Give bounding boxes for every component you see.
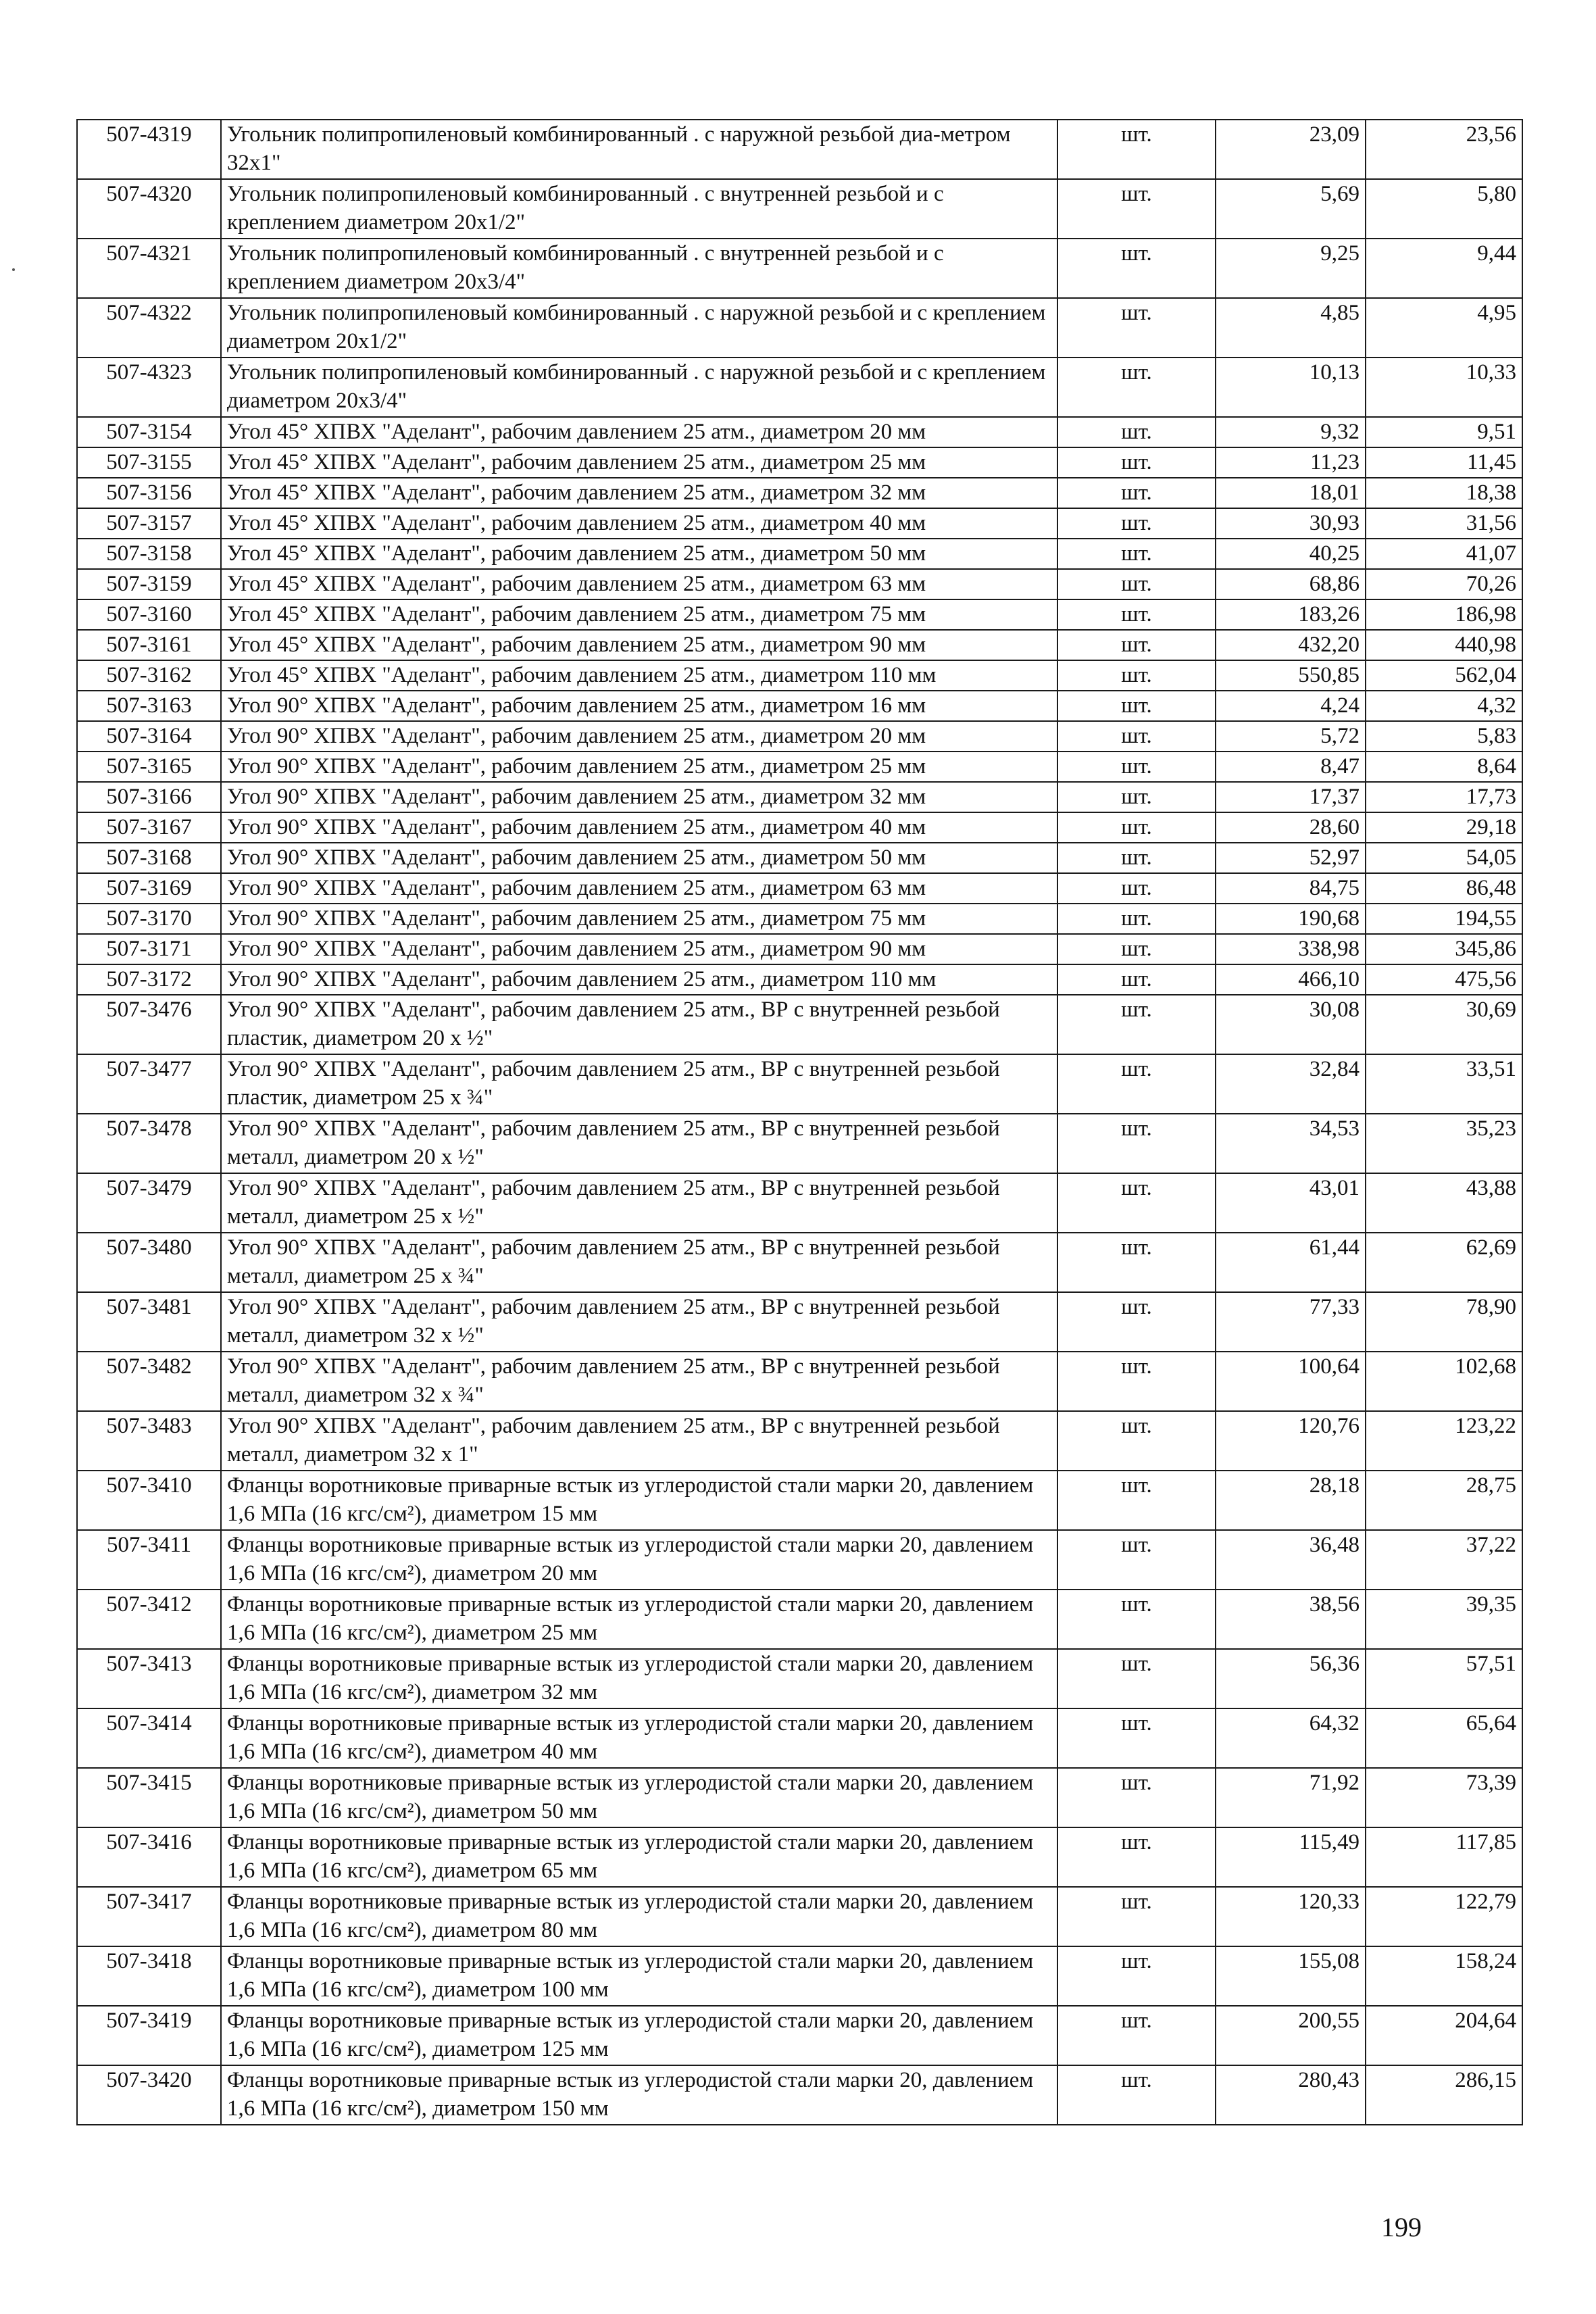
- table-row: [77, 1054, 1522, 1114]
- description-cell: Угол 45° ХПВХ "Аделант", рабочим давлением 25 атм., диаметром 90 мм: [221, 630, 1057, 660]
- table-row: [77, 1173, 1522, 1233]
- price-cell: 190,68: [1216, 904, 1366, 934]
- table-row: [77, 447, 1522, 478]
- unit-cell: шт.: [1057, 1530, 1216, 1590]
- price-with-vat-cell: 37,22: [1366, 1530, 1522, 1590]
- table-row: [77, 569, 1522, 599]
- table-row: [77, 904, 1522, 934]
- code-cell: 507-3479: [77, 1173, 221, 1233]
- description-cell: Угольник полипропиленовый комбинированный . с внутренней резьбой и с креплением диаметром 20x1/2": [221, 179, 1057, 239]
- code-cell: 507-3477: [77, 1054, 221, 1114]
- description-cell: Угол 45° ХПВХ "Аделант", рабочим давлением 25 атм., диаметром 32 мм: [221, 478, 1057, 508]
- price-cell: 64,32: [1216, 1708, 1366, 1768]
- unit-cell: шт.: [1057, 1827, 1216, 1887]
- unit-cell: шт.: [1057, 934, 1216, 964]
- unit-cell: шт.: [1057, 964, 1216, 995]
- price-cell: 280,43: [1216, 2065, 1366, 2125]
- description-cell: Фланцы воротниковые приварные встык из углеродистой стали марки 20, давлением 1,6 МПа (16 кгс/см²), диаметром 15 мм: [221, 1471, 1057, 1530]
- description-cell: Угол 90° ХПВХ "Аделант", рабочим давлением 25 атм., диаметром 110 мм: [221, 964, 1057, 995]
- table-row: [77, 1292, 1522, 1352]
- price-cell: 183,26: [1216, 599, 1366, 630]
- description-cell: Угол 45° ХПВХ "Аделант", рабочим давлением 25 атм., диаметром 40 мм: [221, 508, 1057, 539]
- unit-cell: шт.: [1057, 1471, 1216, 1530]
- unit-cell: шт.: [1057, 721, 1216, 752]
- table-row: [77, 2006, 1522, 2065]
- table-row: [77, 1887, 1522, 1946]
- unit-cell: шт.: [1057, 1887, 1216, 1946]
- unit-cell: шт.: [1057, 2006, 1216, 2065]
- code-cell: 507-3419: [77, 2006, 221, 2065]
- unit-cell: шт.: [1057, 508, 1216, 539]
- description-cell: Угольник полипропиленовый комбинированный . с наружной резьбой и с креплением диаметром 20x1/2": [221, 298, 1057, 358]
- price-with-vat-cell: 70,26: [1366, 569, 1522, 599]
- price-with-vat-cell: 4,95: [1366, 298, 1522, 358]
- price-cell: 9,32: [1216, 417, 1366, 447]
- code-cell: 507-3168: [77, 843, 221, 873]
- price-cell: 9,25: [1216, 239, 1366, 298]
- price-with-vat-cell: 73,39: [1366, 1768, 1522, 1827]
- unit-cell: шт.: [1057, 1352, 1216, 1411]
- code-cell: 507-3161: [77, 630, 221, 660]
- price-with-vat-cell: 65,64: [1366, 1708, 1522, 1768]
- price-with-vat-cell: 10,33: [1366, 358, 1522, 417]
- unit-cell: шт.: [1057, 1768, 1216, 1827]
- price-with-vat-cell: 41,07: [1366, 539, 1522, 569]
- price-cell: 8,47: [1216, 752, 1366, 782]
- price-with-vat-cell: 186,98: [1366, 599, 1522, 630]
- price-with-vat-cell: 5,80: [1366, 179, 1522, 239]
- code-cell: 507-3156: [77, 478, 221, 508]
- price-cell: 18,01: [1216, 478, 1366, 508]
- code-cell: 507-3411: [77, 1530, 221, 1590]
- price-with-vat-cell: 8,64: [1366, 752, 1522, 782]
- code-cell: 507-3480: [77, 1233, 221, 1292]
- table-row: [77, 691, 1522, 721]
- unit-cell: шт.: [1057, 660, 1216, 691]
- code-cell: 507-4321: [77, 239, 221, 298]
- price-cell: 38,56: [1216, 1590, 1366, 1649]
- code-cell: 507-3416: [77, 1827, 221, 1887]
- table-row: [77, 358, 1522, 417]
- unit-cell: шт.: [1057, 417, 1216, 447]
- unit-cell: шт.: [1057, 569, 1216, 599]
- unit-cell: шт.: [1057, 358, 1216, 417]
- description-cell: Угол 90° ХПВХ "Аделант", рабочим давлением 25 атм., ВР с внутренней резьбой металл, диаметром 32 x ¾": [221, 1352, 1057, 1411]
- price-with-vat-cell: 43,88: [1366, 1173, 1522, 1233]
- price-with-vat-cell: 54,05: [1366, 843, 1522, 873]
- description-cell: Угол 90° ХПВХ "Аделант", рабочим давлением 25 атм., ВР с внутренней резьбой металл, диаметром 20 x ½": [221, 1114, 1057, 1173]
- price-cell: 4,85: [1216, 298, 1366, 358]
- price-cell: 115,49: [1216, 1827, 1366, 1887]
- description-cell: Угол 90° ХПВХ "Аделант", рабочим давлением 25 атм., ВР с внутренней резьбой пластик, диаметром 20 x ½": [221, 995, 1057, 1054]
- description-cell: Угол 45° ХПВХ "Аделант", рабочим давлением 25 атм., диаметром 25 мм: [221, 447, 1057, 478]
- unit-cell: шт.: [1057, 179, 1216, 239]
- code-cell: 507-3476: [77, 995, 221, 1054]
- code-cell: 507-3417: [77, 1887, 221, 1946]
- code-cell: 507-3415: [77, 1768, 221, 1827]
- price-with-vat-cell: 57,51: [1366, 1649, 1522, 1708]
- code-cell: 507-3413: [77, 1649, 221, 1708]
- table-row: [77, 1530, 1522, 1590]
- code-cell: 507-3157: [77, 508, 221, 539]
- table-row: [77, 1114, 1522, 1173]
- price-cell: 40,25: [1216, 539, 1366, 569]
- unit-cell: шт.: [1057, 752, 1216, 782]
- description-cell: Фланцы воротниковые приварные встык из углеродистой стали марки 20, давлением 1,6 МПа (16 кгс/см²), диаметром 80 мм: [221, 1887, 1057, 1946]
- code-cell: 507-3483: [77, 1411, 221, 1471]
- unit-cell: шт.: [1057, 995, 1216, 1054]
- table-row: [77, 721, 1522, 752]
- price-table: [76, 119, 1523, 2125]
- price-with-vat-cell: 78,90: [1366, 1292, 1522, 1352]
- description-cell: Угольник полипропиленовый комбинированный . с наружной резьбой диа-метром 32x1": [221, 120, 1057, 179]
- scan-speck: [12, 268, 15, 271]
- description-cell: Угол 90° ХПВХ "Аделант", рабочим давлением 25 атм., ВР с внутренней резьбой металл, диаметром 32 x 1": [221, 1411, 1057, 1471]
- price-with-vat-cell: 102,68: [1366, 1352, 1522, 1411]
- code-cell: 507-3162: [77, 660, 221, 691]
- price-with-vat-cell: 29,18: [1366, 812, 1522, 843]
- price-cell: 11,23: [1216, 447, 1366, 478]
- description-cell: Фланцы воротниковые приварные встык из углеродистой стали марки 20, давлением 1,6 МПа (16 кгс/см²), диаметром 50 мм: [221, 1768, 1057, 1827]
- price-cell: 120,33: [1216, 1887, 1366, 1946]
- price-cell: 84,75: [1216, 873, 1366, 904]
- unit-cell: шт.: [1057, 539, 1216, 569]
- code-cell: 507-3410: [77, 1471, 221, 1530]
- price-with-vat-cell: 9,51: [1366, 417, 1522, 447]
- code-cell: 507-3412: [77, 1590, 221, 1649]
- unit-cell: шт.: [1057, 1649, 1216, 1708]
- price-with-vat-cell: 86,48: [1366, 873, 1522, 904]
- price-with-vat-cell: 39,35: [1366, 1590, 1522, 1649]
- description-cell: Фланцы воротниковые приварные встык из углеродистой стали марки 20, давлением 1,6 МПа (16 кгс/см²), диаметром 65 мм: [221, 1827, 1057, 1887]
- unit-cell: шт.: [1057, 1173, 1216, 1233]
- price-cell: 10,13: [1216, 358, 1366, 417]
- unit-cell: шт.: [1057, 1708, 1216, 1768]
- price-cell: 56,36: [1216, 1649, 1366, 1708]
- price-with-vat-cell: 11,45: [1366, 447, 1522, 478]
- code-cell: 507-3171: [77, 934, 221, 964]
- price-cell: 120,76: [1216, 1411, 1366, 1471]
- unit-cell: шт.: [1057, 599, 1216, 630]
- unit-cell: шт.: [1057, 1292, 1216, 1352]
- description-cell: Угол 90° ХПВХ "Аделант", рабочим давлением 25 атм., ВР с внутренней резьбой металл, диаметром 25 x ¾": [221, 1233, 1057, 1292]
- code-cell: 507-4322: [77, 298, 221, 358]
- unit-cell: шт.: [1057, 630, 1216, 660]
- code-cell: 507-3418: [77, 1946, 221, 2006]
- code-cell: 507-3159: [77, 569, 221, 599]
- description-cell: Угол 90° ХПВХ "Аделант", рабочим давлением 25 атм., диаметром 20 мм: [221, 721, 1057, 752]
- unit-cell: шт.: [1057, 478, 1216, 508]
- price-cell: 77,33: [1216, 1292, 1366, 1352]
- price-cell: 338,98: [1216, 934, 1366, 964]
- price-with-vat-cell: 117,85: [1366, 1827, 1522, 1887]
- description-cell: Угол 90° ХПВХ "Аделант", рабочим давлением 25 атм., диаметром 32 мм: [221, 782, 1057, 812]
- unit-cell: шт.: [1057, 873, 1216, 904]
- code-cell: 507-3158: [77, 539, 221, 569]
- table-row: [77, 1768, 1522, 1827]
- unit-cell: шт.: [1057, 812, 1216, 843]
- description-cell: Фланцы воротниковые приварные встык из углеродистой стали марки 20, давлением 1,6 МПа (16 кгс/см²), диаметром 150 мм: [221, 2065, 1057, 2125]
- price-with-vat-cell: 30,69: [1366, 995, 1522, 1054]
- table-row: [77, 964, 1522, 995]
- price-cell: 155,08: [1216, 1946, 1366, 2006]
- table-row: [77, 812, 1522, 843]
- table-row: [77, 1649, 1522, 1708]
- price-cell: 17,37: [1216, 782, 1366, 812]
- price-cell: 68,86: [1216, 569, 1366, 599]
- table-row: [77, 120, 1522, 179]
- price-cell: 23,09: [1216, 120, 1366, 179]
- price-with-vat-cell: 9,44: [1366, 239, 1522, 298]
- table-row: [77, 752, 1522, 782]
- price-with-vat-cell: 4,32: [1366, 691, 1522, 721]
- unit-cell: шт.: [1057, 1114, 1216, 1173]
- description-cell: Фланцы воротниковые приварные встык из углеродистой стали марки 20, давлением 1,6 МПа (16 кгс/см²), диаметром 20 мм: [221, 1530, 1057, 1590]
- table-row: [77, 478, 1522, 508]
- price-with-vat-cell: 23,56: [1366, 120, 1522, 179]
- description-cell: Угол 90° ХПВХ "Аделант", рабочим давлением 25 атм., ВР с внутренней резьбой металл, диаметром 25 x ½": [221, 1173, 1057, 1233]
- description-cell: Угол 90° ХПВХ "Аделант", рабочим давлением 25 атм., ВР с внутренней резьбой пластик, диаметром 25 x ¾": [221, 1054, 1057, 1114]
- price-with-vat-cell: 194,55: [1366, 904, 1522, 934]
- table-row: [77, 599, 1522, 630]
- unit-cell: шт.: [1057, 120, 1216, 179]
- code-cell: 507-4323: [77, 358, 221, 417]
- unit-cell: шт.: [1057, 298, 1216, 358]
- price-cell: 466,10: [1216, 964, 1366, 995]
- description-cell: Угол 45° ХПВХ "Аделант", рабочим давлением 25 атм., диаметром 20 мм: [221, 417, 1057, 447]
- unit-cell: шт.: [1057, 1233, 1216, 1292]
- price-with-vat-cell: 440,98: [1366, 630, 1522, 660]
- code-cell: 507-3155: [77, 447, 221, 478]
- description-cell: Фланцы воротниковые приварные встык из углеродистой стали марки 20, давлением 1,6 МПа (16 кгс/см²), диаметром 32 мм: [221, 1649, 1057, 1708]
- table-row: [77, 298, 1522, 358]
- description-cell: Угол 90° ХПВХ "Аделант", рабочим давлением 25 атм., диаметром 90 мм: [221, 934, 1057, 964]
- table-row: [77, 630, 1522, 660]
- price-with-vat-cell: 5,83: [1366, 721, 1522, 752]
- description-cell: Угол 90° ХПВХ "Аделант", рабочим давлением 25 атм., диаметром 63 мм: [221, 873, 1057, 904]
- price-with-vat-cell: 28,75: [1366, 1471, 1522, 1530]
- price-with-vat-cell: 345,86: [1366, 934, 1522, 964]
- unit-cell: шт.: [1057, 904, 1216, 934]
- description-cell: Фланцы воротниковые приварные встык из углеродистой стали марки 20, давлением 1,6 МПа (16 кгс/см²), диаметром 40 мм: [221, 1708, 1057, 1768]
- code-cell: 507-3170: [77, 904, 221, 934]
- price-with-vat-cell: 33,51: [1366, 1054, 1522, 1114]
- table-row: [77, 179, 1522, 239]
- table-row: [77, 1471, 1522, 1530]
- table-row: [77, 843, 1522, 873]
- code-cell: 507-3169: [77, 873, 221, 904]
- table-row: [77, 934, 1522, 964]
- price-cell: 5,69: [1216, 179, 1366, 239]
- description-cell: Угол 45° ХПВХ "Аделант", рабочим давлением 25 атм., диаметром 75 мм: [221, 599, 1057, 630]
- price-cell: 34,53: [1216, 1114, 1366, 1173]
- description-cell: Угол 45° ХПВХ "Аделант", рабочим давлением 25 атм., диаметром 110 мм: [221, 660, 1057, 691]
- table-row: [77, 782, 1522, 812]
- table-row: [77, 2065, 1522, 2125]
- price-with-vat-cell: 122,79: [1366, 1887, 1522, 1946]
- description-cell: Угол 45° ХПВХ "Аделант", рабочим давлением 25 атм., диаметром 63 мм: [221, 569, 1057, 599]
- unit-cell: шт.: [1057, 1946, 1216, 2006]
- price-cell: 4,24: [1216, 691, 1366, 721]
- description-cell: Угольник полипропиленовый комбинированный . с внутренней резьбой и с креплением диаметром 20x3/4": [221, 239, 1057, 298]
- code-cell: 507-3164: [77, 721, 221, 752]
- price-with-vat-cell: 123,22: [1366, 1411, 1522, 1471]
- table-row: [77, 1590, 1522, 1649]
- code-cell: 507-3166: [77, 782, 221, 812]
- price-cell: 200,55: [1216, 2006, 1366, 2065]
- description-cell: Угол 90° ХПВХ "Аделант", рабочим давлением 25 атм., диаметром 75 мм: [221, 904, 1057, 934]
- code-cell: 507-4319: [77, 120, 221, 179]
- price-cell: 36,48: [1216, 1530, 1366, 1590]
- description-cell: Угол 90° ХПВХ "Аделант", рабочим давлением 25 атм., диаметром 16 мм: [221, 691, 1057, 721]
- table-row: [77, 1827, 1522, 1887]
- price-with-vat-cell: 35,23: [1366, 1114, 1522, 1173]
- table-row: [77, 417, 1522, 447]
- table-row: [77, 1411, 1522, 1471]
- unit-cell: шт.: [1057, 843, 1216, 873]
- code-cell: 507-3163: [77, 691, 221, 721]
- price-cell: 30,08: [1216, 995, 1366, 1054]
- description-cell: Угол 90° ХПВХ "Аделант", рабочим давлением 25 атм., диаметром 25 мм: [221, 752, 1057, 782]
- price-cell: 32,84: [1216, 1054, 1366, 1114]
- table-row: [77, 539, 1522, 569]
- code-cell: 507-3154: [77, 417, 221, 447]
- code-cell: 507-3420: [77, 2065, 221, 2125]
- code-cell: 507-3160: [77, 599, 221, 630]
- price-cell: 28,60: [1216, 812, 1366, 843]
- code-cell: 507-4320: [77, 179, 221, 239]
- price-with-vat-cell: 31,56: [1366, 508, 1522, 539]
- price-with-vat-cell: 158,24: [1366, 1946, 1522, 2006]
- description-cell: Фланцы воротниковые приварные встык из углеродистой стали марки 20, давлением 1,6 МПа (16 кгс/см²), диаметром 25 мм: [221, 1590, 1057, 1649]
- table-row: [77, 660, 1522, 691]
- price-cell: 28,18: [1216, 1471, 1366, 1530]
- description-cell: Фланцы воротниковые приварные встык из углеродистой стали марки 20, давлением 1,6 МПа (16 кгс/см²), диаметром 100 мм: [221, 1946, 1057, 2006]
- code-cell: 507-3167: [77, 812, 221, 843]
- table-body: [77, 120, 1522, 2125]
- unit-cell: шт.: [1057, 1054, 1216, 1114]
- table-row: [77, 1946, 1522, 2006]
- unit-cell: шт.: [1057, 447, 1216, 478]
- code-cell: 507-3478: [77, 1114, 221, 1173]
- price-with-vat-cell: 475,56: [1366, 964, 1522, 995]
- code-cell: 507-3481: [77, 1292, 221, 1352]
- price-cell: 71,92: [1216, 1768, 1366, 1827]
- price-cell: 43,01: [1216, 1173, 1366, 1233]
- code-cell: 507-3482: [77, 1352, 221, 1411]
- price-cell: 52,97: [1216, 843, 1366, 873]
- unit-cell: шт.: [1057, 2065, 1216, 2125]
- code-cell: 507-3172: [77, 964, 221, 995]
- unit-cell: шт.: [1057, 782, 1216, 812]
- price-with-vat-cell: 18,38: [1366, 478, 1522, 508]
- description-cell: Угольник полипропиленовый комбинированный . с наружной резьбой и с креплением диаметром 20x3/4": [221, 358, 1057, 417]
- price-with-vat-cell: 62,69: [1366, 1233, 1522, 1292]
- price-with-vat-cell: 204,64: [1366, 2006, 1522, 2065]
- price-cell: 432,20: [1216, 630, 1366, 660]
- table-row: [77, 995, 1522, 1054]
- code-cell: 507-3165: [77, 752, 221, 782]
- table-row: [77, 239, 1522, 298]
- description-cell: Угол 45° ХПВХ "Аделант", рабочим давлением 25 атм., диаметром 50 мм: [221, 539, 1057, 569]
- table-row: [77, 1708, 1522, 1768]
- table-row: [77, 1233, 1522, 1292]
- code-cell: 507-3414: [77, 1708, 221, 1768]
- page-number: 199: [1381, 2212, 1422, 2242]
- description-cell: Угол 90° ХПВХ "Аделант", рабочим давлением 25 атм., диаметром 50 мм: [221, 843, 1057, 873]
- unit-cell: шт.: [1057, 1590, 1216, 1649]
- description-cell: Угол 90° ХПВХ "Аделант", рабочим давлением 25 атм., ВР с внутренней резьбой металл, диаметром 32 x ½": [221, 1292, 1057, 1352]
- unit-cell: шт.: [1057, 691, 1216, 721]
- description-cell: Фланцы воротниковые приварные встык из углеродистой стали марки 20, давлением 1,6 МПа (16 кгс/см²), диаметром 125 мм: [221, 2006, 1057, 2065]
- unit-cell: шт.: [1057, 239, 1216, 298]
- description-cell: Угол 90° ХПВХ "Аделант", рабочим давлением 25 атм., диаметром 40 мм: [221, 812, 1057, 843]
- unit-cell: шт.: [1057, 1411, 1216, 1471]
- table-row: [77, 873, 1522, 904]
- price-with-vat-cell: 286,15: [1366, 2065, 1522, 2125]
- table-row: [77, 1352, 1522, 1411]
- price-with-vat-cell: 17,73: [1366, 782, 1522, 812]
- price-cell: 30,93: [1216, 508, 1366, 539]
- table-row: [77, 508, 1522, 539]
- price-cell: 100,64: [1216, 1352, 1366, 1411]
- price-with-vat-cell: 562,04: [1366, 660, 1522, 691]
- price-cell: 550,85: [1216, 660, 1366, 691]
- price-cell: 5,72: [1216, 721, 1366, 752]
- price-cell: 61,44: [1216, 1233, 1366, 1292]
